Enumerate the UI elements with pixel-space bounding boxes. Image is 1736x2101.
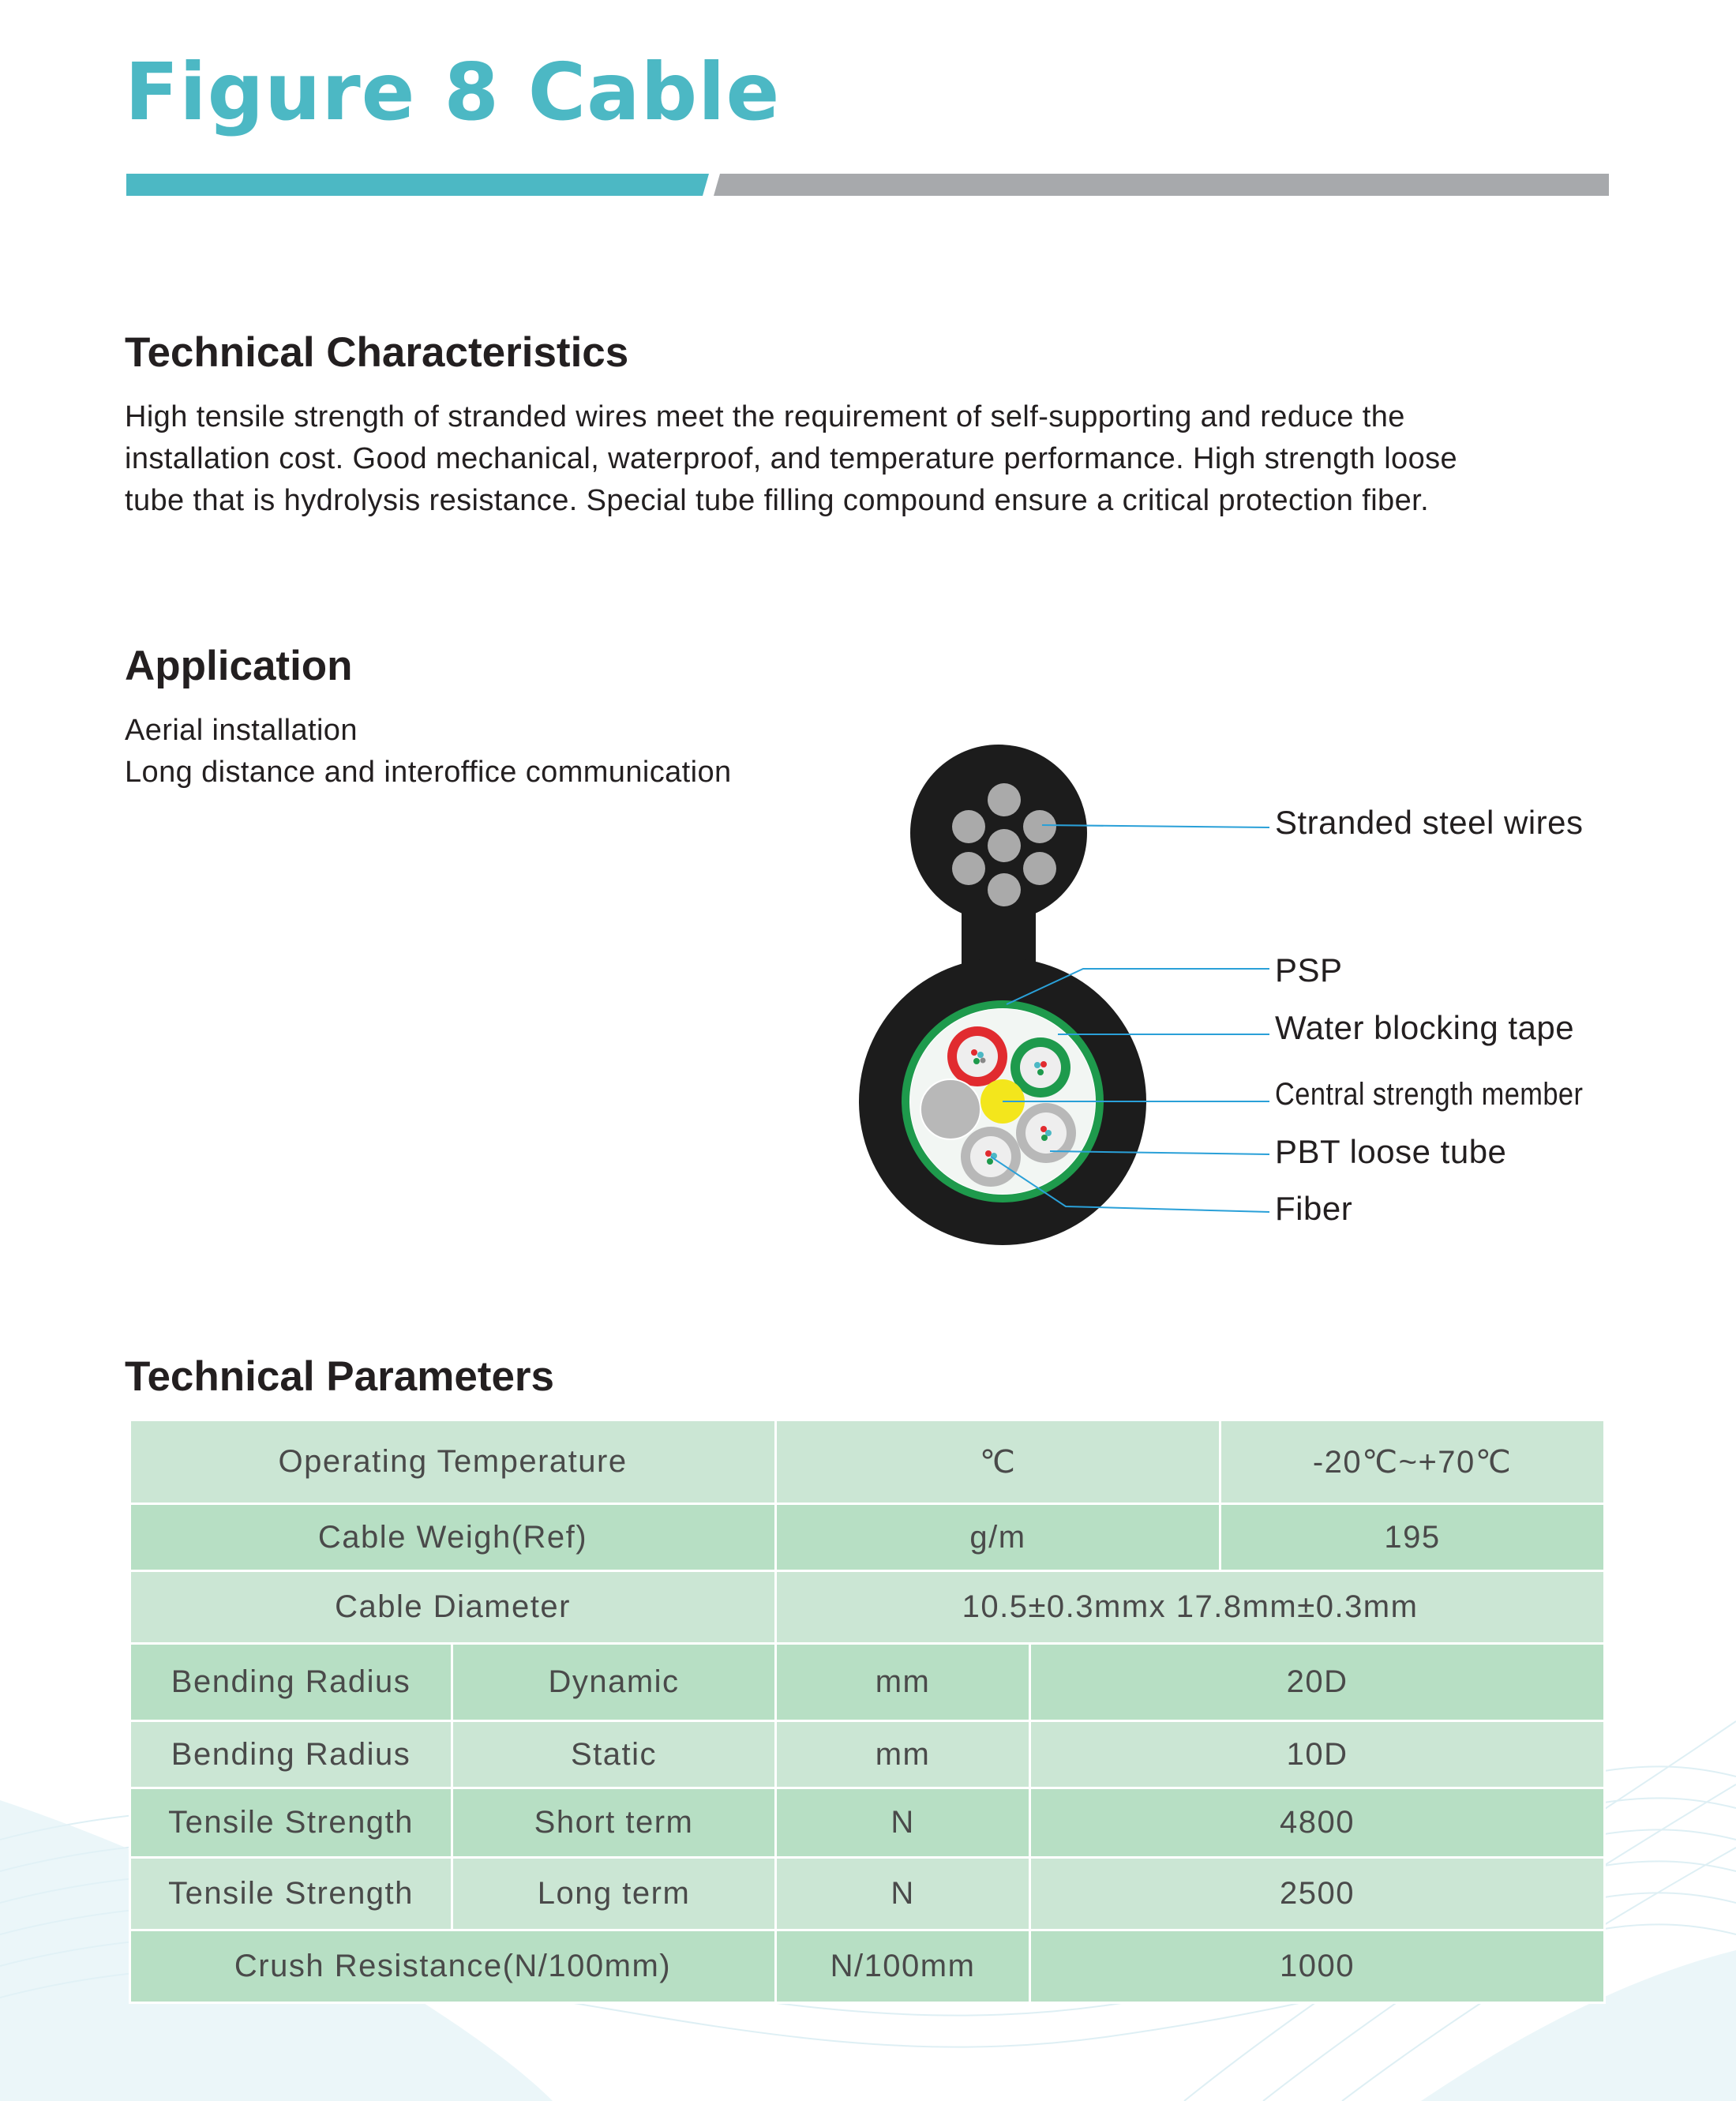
unit-cell: N — [776, 1788, 1030, 1858]
table-row — [130, 1504, 1605, 1571]
param-name-cell: Tensile Strength — [130, 1858, 452, 1930]
unit-cell: g/m — [776, 1504, 1220, 1571]
accent-bar-segment — [126, 174, 709, 196]
table-row — [130, 1788, 1605, 1858]
cable-cross-section-diagram — [837, 734, 1705, 1271]
filler-rod — [920, 1079, 980, 1139]
label-central-strength-member: Central strength member — [1275, 1077, 1584, 1112]
value-cell: 1000 — [1030, 1930, 1605, 2003]
sub-param-cell: Dynamic — [452, 1644, 776, 1721]
value-cell: 4800 — [1030, 1788, 1605, 1858]
gray-bar-segment — [714, 174, 1609, 196]
value-cell: -20℃~+70℃ — [1220, 1420, 1605, 1504]
label-fiber: Fiber — [1275, 1190, 1353, 1227]
page-title: Figure 8 Cable — [125, 46, 781, 138]
value-cell: 2500 — [1030, 1858, 1605, 1930]
unit-cell: mm — [776, 1644, 1030, 1721]
param-name-cell: Bending Radius — [130, 1721, 452, 1788]
value-cell: 195 — [1220, 1504, 1605, 1571]
param-name-cell: Bending Radius — [130, 1644, 452, 1721]
sub-param-cell: Short term — [452, 1788, 776, 1858]
application-item: Aerial installation — [125, 714, 358, 747]
section-heading-parameters: Technical Parameters — [125, 1353, 555, 1400]
label-pbt-loose-tube: PBT loose tube — [1275, 1133, 1507, 1170]
characteristics-paragraph — [125, 396, 1625, 522]
label-stranded-steel-wires: Stranded steel wires — [1275, 804, 1584, 841]
unit-cell: N/100mm — [776, 1930, 1030, 2003]
label-water-blocking-tape: Water blocking tape — [1275, 1009, 1575, 1046]
steel-wire — [1023, 810, 1056, 843]
value-cell: 10.5±0.3mmx 17.8mm±0.3mm — [776, 1571, 1605, 1644]
paragraph-line: installation cost. Good mechanical, waterproof, and temperature performance. High strength loose — [125, 442, 1458, 475]
table-row — [130, 1420, 1605, 1504]
value-cell: 10D — [1030, 1721, 1605, 1788]
parameters-table — [129, 1419, 1606, 2004]
param-name-cell: Operating Temperature — [130, 1420, 776, 1504]
sub-param-cell: Long term — [452, 1858, 776, 1930]
param-name-cell: Crush Resistance(N/100mm) — [130, 1930, 776, 2003]
steel-wire — [988, 873, 1021, 906]
steel-wire — [952, 810, 985, 843]
table-row — [130, 1930, 1605, 2003]
param-name-cell: Cable Weigh(Ref) — [130, 1504, 776, 1571]
steel-wire — [952, 852, 985, 885]
steel-wire — [988, 829, 1021, 862]
title-underline-bar — [126, 174, 1609, 196]
paragraph-line: tube that is hydrolysis resistance. Special tube filling compound ensure a critical protection fiber. — [125, 484, 1430, 517]
section-heading-application: Application — [125, 643, 353, 689]
sub-param-cell: Static — [452, 1721, 776, 1788]
steel-wire — [988, 783, 1021, 816]
unit-cell: mm — [776, 1721, 1030, 1788]
table-row — [130, 1644, 1605, 1721]
application-item: Long distance and interoffice communication — [125, 756, 732, 789]
param-name-cell: Cable Diameter — [130, 1571, 776, 1644]
section-heading-characteristics: Technical Characteristics — [125, 329, 629, 376]
paragraph-line: High tensile strength of stranded wires meet the requirement of self-supporting and reduce the — [125, 400, 1405, 433]
table-row — [130, 1571, 1605, 1644]
param-name-cell: Tensile Strength — [130, 1788, 452, 1858]
steel-wire — [1023, 852, 1056, 885]
value-cell: 20D — [1030, 1644, 1605, 1721]
table-row — [130, 1858, 1605, 1930]
unit-cell: ℃ — [776, 1420, 1220, 1504]
table-row — [130, 1721, 1605, 1788]
label-psp: PSP — [1275, 951, 1343, 989]
unit-cell: N — [776, 1858, 1030, 1930]
